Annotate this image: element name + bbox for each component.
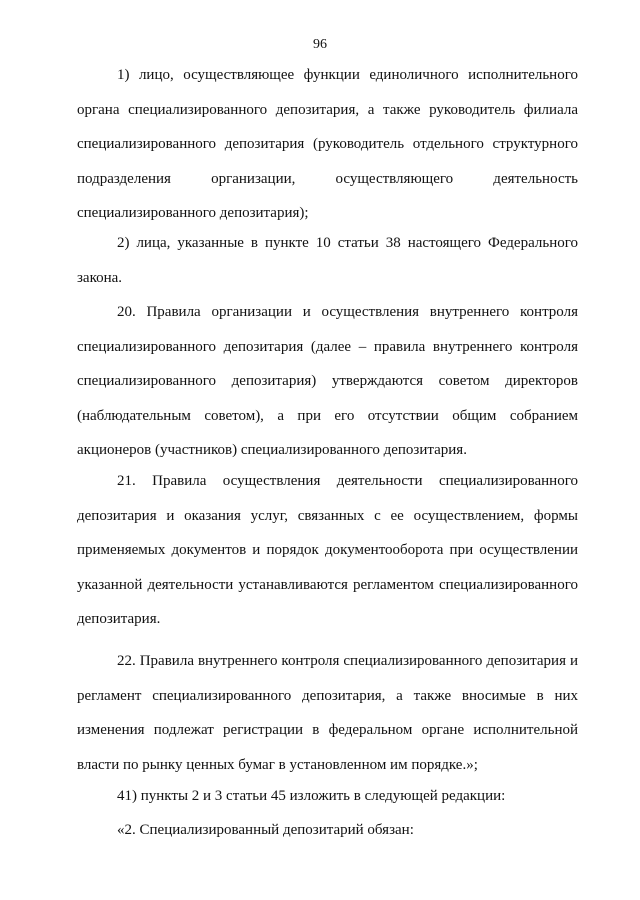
page-number: 96 [313,37,327,52]
paragraph-4: 21. Правила осуществления деятельности специализированного депозитария и оказания услуг, связанных с ее осуществлением, формы применяемых документов и порядок документооборота при осуществлении указанной деятельности устанавливаются регламентом специализированного депозитария. [77,473,578,627]
paragraph-5: 22. Правила внутреннего контроля специализированного депозитария и регламент специализированного депозитария, а также вносимые в них изменения подлежат регистрации в федеральном органе исполнительной власти по рынку ценных бумаг в установленном им порядке.»; [77,653,578,773]
paragraph-3: 20. Правила организации и осуществления внутреннего контроля специализированного депозитария (далее – правила внутреннего контроля специализированного депозитария) утверждаются советом директоров (наблюдательным советом), а при его отсутствии общим собранием акционеров (участников) специализированного депозитария. [77,304,578,458]
paragraph-2: 2) лица, указанные в пункте 10 статьи 38 настоящего Федерального закона. [77,235,578,286]
paragraph-7: «2. Специализированный депозитарий обязан: [117,822,414,838]
paragraph-1: 1) лицо, осуществляющее функции единоличного исполнительного органа специализированного депозитария, а также руководитель филиала специализированного депозитария (руководитель отдельного структурного подразделения организации, осуществляющего деятельность специализированного депозитария); [77,67,578,221]
paragraph-6: 41) пункты 2 и 3 статьи 45 изложить в следующей редакции: [117,788,506,804]
